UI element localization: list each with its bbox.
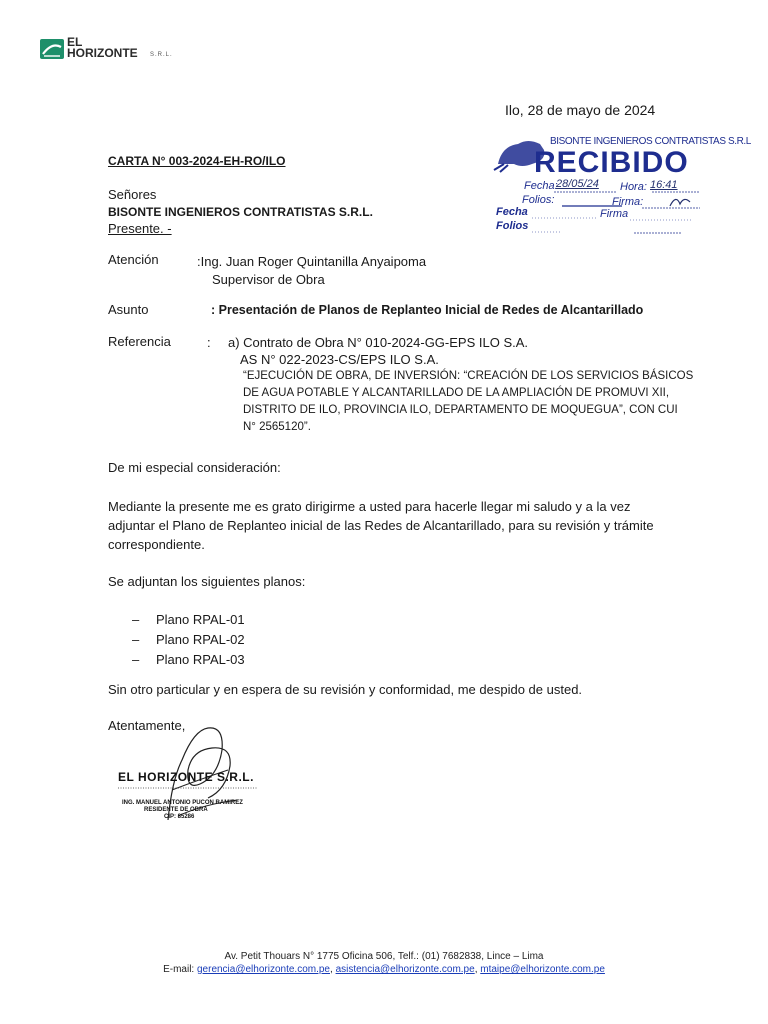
signature-cip: CIP: 85286 [164, 814, 195, 820]
email-link-gerencia[interactable]: gerencia@elhorizonte.com.pe [196, 964, 330, 975]
greeting: De mi especial consideración: [108, 460, 281, 475]
plans-intro: Se adjuntan los siguientes planos: [108, 574, 306, 589]
logo-line2: HORIZONTE [67, 46, 138, 60]
signature-company: EL HORIZONTE S.R.L. [118, 770, 254, 784]
logo-line1: EL [67, 35, 83, 49]
footer-emails [0, 963, 768, 976]
list-bullet-icon: – [132, 612, 140, 627]
reference-desc-line3: DISTRITO DE ILO, PROVINCIA ILO, DEPARTAMENTO DE MOQUEGUA”, CON CUI [243, 404, 678, 416]
reference-desc-line1: “EJECUCIÓN DE OBRA, DE INVERSIÓN: “CREACIÓN DE LOS SERVICIOS BÁSICOS [243, 370, 694, 382]
stamp-fecha-label: Fecha: [524, 180, 558, 192]
list-bullet-icon: – [132, 632, 140, 647]
stamp-fecha-value: 28/05/24 [556, 178, 599, 190]
recipient-salutation: Señores [108, 187, 157, 202]
stamp-folios-label: Folios: [522, 194, 555, 206]
attention-role: Supervisor de Obra [212, 272, 325, 287]
stamp-folios2-label: Folios [496, 220, 529, 232]
reference-as: AS N° 022-2023-CS/EPS ILO S.A. [240, 352, 439, 367]
stamp-firma-label: Firma: [612, 196, 644, 208]
received-stamp [492, 130, 751, 240]
farewell: Atentamente, [108, 718, 186, 733]
signature-role: RESIDENTE DE OBRA [144, 807, 208, 813]
recipient-company: BISONTE INGENIEROS CONTRATISTAS S.R.L. [108, 205, 373, 219]
signature-name: ING. MANUEL ANTONIO PUCON RAMIREZ [122, 800, 243, 806]
stamp-firma2-label: Firma [600, 208, 629, 220]
signature-block [108, 720, 278, 830]
paragraph-line2: adjuntar el Plano de Replanteo inicial de las Redes de Alcantarillado, para su revisión y trámite [108, 518, 654, 533]
plan-item: Plano RPAL-01 [156, 612, 245, 627]
plan-item: Plano RPAL-02 [156, 632, 245, 647]
reference-contract: a) Contrato de Obra N° 010-2024-GG-EPS ILO S.A. [228, 335, 529, 350]
reference-colon: : [207, 335, 211, 350]
letter-number: CARTA N° 003-2024-EH-RO/ILO [108, 154, 286, 168]
stamp-fecha2-label: Fecha [496, 206, 528, 218]
subject-value: : Presentación de Planos de Replanteo Inicial de Redes de Alcantarillado [211, 303, 644, 317]
closing: Sin otro particular y en espera de su revisión y conformidad, me despido de usted. [108, 682, 583, 697]
subject-label: Asunto [108, 302, 149, 317]
reference-label: Referencia [108, 334, 171, 349]
email-link-mtaipe[interactable]: mtaipe@elhorizonte.com.pe [480, 964, 605, 975]
paragraph-line3: correspondiente. [108, 537, 205, 552]
email-label: E-mail: [163, 964, 195, 975]
email-separator: , [330, 964, 333, 975]
email-link-asistencia[interactable]: asistencia@elhorizonte.com.pe [335, 964, 475, 975]
stamp-company: BISONTE INGENIEROS CONTRATISTAS S.R.L [550, 136, 751, 147]
email-separator: , [474, 964, 478, 975]
stamp-initials-icon [670, 199, 690, 206]
attention-label: Atención [108, 252, 159, 267]
paragraph-line1: Mediante la presente me es grato dirigirme a usted para hacerle llegar mi saludo y a la vez [108, 499, 631, 514]
horizon-logo-icon [40, 39, 64, 59]
stamp-lines [492, 186, 707, 236]
stamp-hora-label: Hora: [620, 181, 647, 193]
recipient-presente: Presente. - [108, 221, 172, 236]
attention-name: :Ing. Juan Roger Quintanilla Anyaipoma [197, 254, 427, 269]
footer-address: Av. Petit Thouars N° 1775 Oficina 506, Telf.: (01) 7682838, Lince – Lima [224, 951, 544, 962]
logo-suffix: S.R.L. [150, 52, 173, 58]
reference-desc-line2: DE AGUA POTABLE Y ALCANTARILLADO DE LA AMPLIACIÓN DE PROMUVI XII, [243, 387, 670, 399]
stamp-title: RECIBIDO [534, 146, 689, 179]
list-bullet-icon: – [132, 652, 140, 667]
plan-item: Plano RPAL-03 [156, 652, 245, 667]
stamp-hora-value: 16:41 [650, 179, 678, 191]
letter-date: Ilo, 28 de mayo de 2024 [505, 102, 656, 118]
reference-desc-line4: N° 2565120”. [243, 421, 311, 433]
